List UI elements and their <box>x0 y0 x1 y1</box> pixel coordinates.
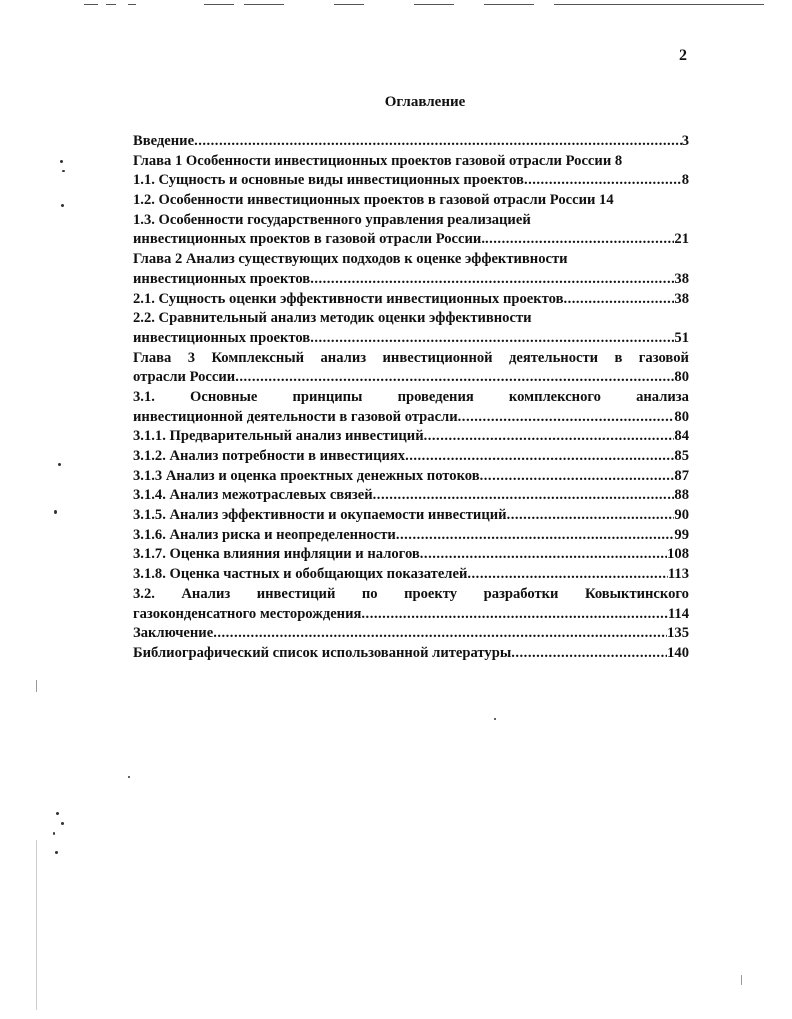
scan-speck <box>53 832 55 835</box>
toc-entry[interactable]: инвестиционной деятельности в газовой отрасли ..... 80 <box>133 408 689 428</box>
toc-entry[interactable]: газоконденсатного месторождения ..... 114 <box>133 605 689 625</box>
dot-leader <box>213 624 667 644</box>
scan-speck <box>58 463 61 466</box>
toc-word: разработки <box>483 585 559 602</box>
toc-entry[interactable]: 3.1.1. Предварительный анализ инвестиций ..... 84 <box>133 427 689 447</box>
dot-leader <box>458 408 675 428</box>
toc-word: Комплексный <box>211 349 305 366</box>
toc-entry[interactable]: 3.1.4. Анализ межотраслевых связей ..... 88 <box>133 486 689 506</box>
scan-speck <box>128 776 130 778</box>
toc-entry[interactable]: Заключение ..... 135 <box>133 624 689 644</box>
dot-leader <box>420 545 667 565</box>
toc-entry[interactable]: 1.3. Особенности государственного управления реализацией <box>133 211 531 228</box>
toc-entry[interactable]: Глава 2 Анализ существующих подходов к оценке эффективности <box>133 251 568 268</box>
scan-edge <box>741 975 742 985</box>
toc-word: проекту <box>404 585 458 602</box>
dot-leader <box>373 486 675 506</box>
toc-entry[interactable]: 3.1.8. Оценка частных и обобщающих показателей ..... 113 <box>133 565 689 585</box>
toc-entry[interactable]: 1.1. Сущность и основные виды инвестиционных проектов ..... 8 <box>133 171 689 191</box>
toc-word: инвестиций <box>256 585 336 602</box>
toc-entry[interactable]: Библиографический список использованной литературы ..... 140 <box>133 644 689 664</box>
toc-word: Глава <box>133 349 172 366</box>
toc-entry[interactable]: 2.2. Сравнительный анализ методик оценки эффективности <box>133 310 532 327</box>
toc-word: 3.1. <box>133 388 155 405</box>
scan-speck <box>54 510 57 514</box>
scan-speck <box>61 204 64 207</box>
toc-word: инвестиционной <box>382 349 493 366</box>
dot-leader <box>310 329 674 349</box>
toc-entry[interactable]: 3.1.5. Анализ эффективности и окупаемости инвестиций ..... 90 <box>133 506 689 526</box>
toc-word: анализ <box>320 349 367 366</box>
toc-entry[interactable]: инвестиционных проектов в газовой отрасли России. ..... 21 <box>133 230 689 250</box>
scan-edge <box>36 680 37 692</box>
toc-entry[interactable]: Введение ..... 3 <box>133 132 689 152</box>
toc-word: принципы <box>292 388 363 405</box>
toc-entry[interactable] <box>133 585 689 605</box>
toc-entry[interactable]: 3.1.7. Оценка влияния инфляции и налогов ..... 108 <box>133 545 689 565</box>
toc-entry[interactable]: 3.1.6. Анализ риска и неопределенности ..... 99 <box>133 526 689 546</box>
toc-word: комплексного <box>508 388 601 405</box>
dot-leader <box>507 506 675 526</box>
dot-leader <box>194 132 682 152</box>
toc-word: по <box>361 585 378 602</box>
dot-leader <box>235 368 674 388</box>
toc-word: Основные <box>190 388 258 405</box>
toc-entry[interactable]: 1.2. Особенности инвестиционных проектов в газовой отрасли России 14 <box>133 192 614 209</box>
scan-artifact-top <box>84 4 764 10</box>
dot-leader <box>424 427 675 447</box>
page-number: 2 <box>679 47 687 64</box>
toc-word: в <box>614 349 623 366</box>
dot-leader <box>310 270 674 290</box>
page-title: Оглавление <box>384 94 466 110</box>
table-of-contents <box>133 132 689 664</box>
dot-leader <box>396 526 675 546</box>
toc-entry[interactable]: инвестиционных проектов ..... 51 <box>133 329 689 349</box>
dot-leader <box>485 230 674 250</box>
scan-speck <box>494 718 496 720</box>
toc-entry[interactable]: инвестиционных проектов ..... 38 <box>133 270 689 290</box>
toc-word: анализа <box>636 388 689 405</box>
dot-leader <box>524 171 682 191</box>
scan-speck <box>61 822 64 825</box>
dot-leader <box>405 447 674 467</box>
toc-word: деятельности <box>508 349 599 366</box>
toc-entry[interactable]: Глава 1 Особенности инвестиционных проектов газовой отрасли России 8 <box>133 152 623 169</box>
dot-leader <box>480 467 675 487</box>
toc-word: Ковыктинского <box>584 585 689 602</box>
dot-leader <box>467 565 668 585</box>
dot-leader <box>563 290 674 310</box>
scan-speck <box>62 170 65 172</box>
dot-leader <box>361 605 668 625</box>
toc-entry[interactable]: 2.1. Сущность оценки эффективности инвестиционных проектов ..... 38 <box>133 290 689 310</box>
scan-speck <box>55 851 58 854</box>
toc-word: газовой <box>638 349 689 366</box>
toc-entry[interactable]: отрасли России ..... 80 <box>133 368 689 388</box>
toc-word: 3.2. <box>133 585 155 602</box>
scan-edge <box>36 840 37 1010</box>
toc-word: Анализ <box>181 585 231 602</box>
scan-speck <box>60 160 63 163</box>
toc-entry[interactable]: 3.1.2. Анализ потребности в инвестициях ..... 85 <box>133 447 689 467</box>
toc-entry[interactable] <box>133 349 689 369</box>
toc-word: проведения <box>397 388 474 405</box>
scan-speck <box>56 812 59 815</box>
toc-word: 3 <box>187 349 196 366</box>
toc-entry[interactable] <box>133 388 689 408</box>
toc-entry[interactable]: 3.1.3 Анализ и оценка проектных денежных потоков ..... 87 <box>133 467 689 487</box>
dot-leader <box>511 644 667 664</box>
